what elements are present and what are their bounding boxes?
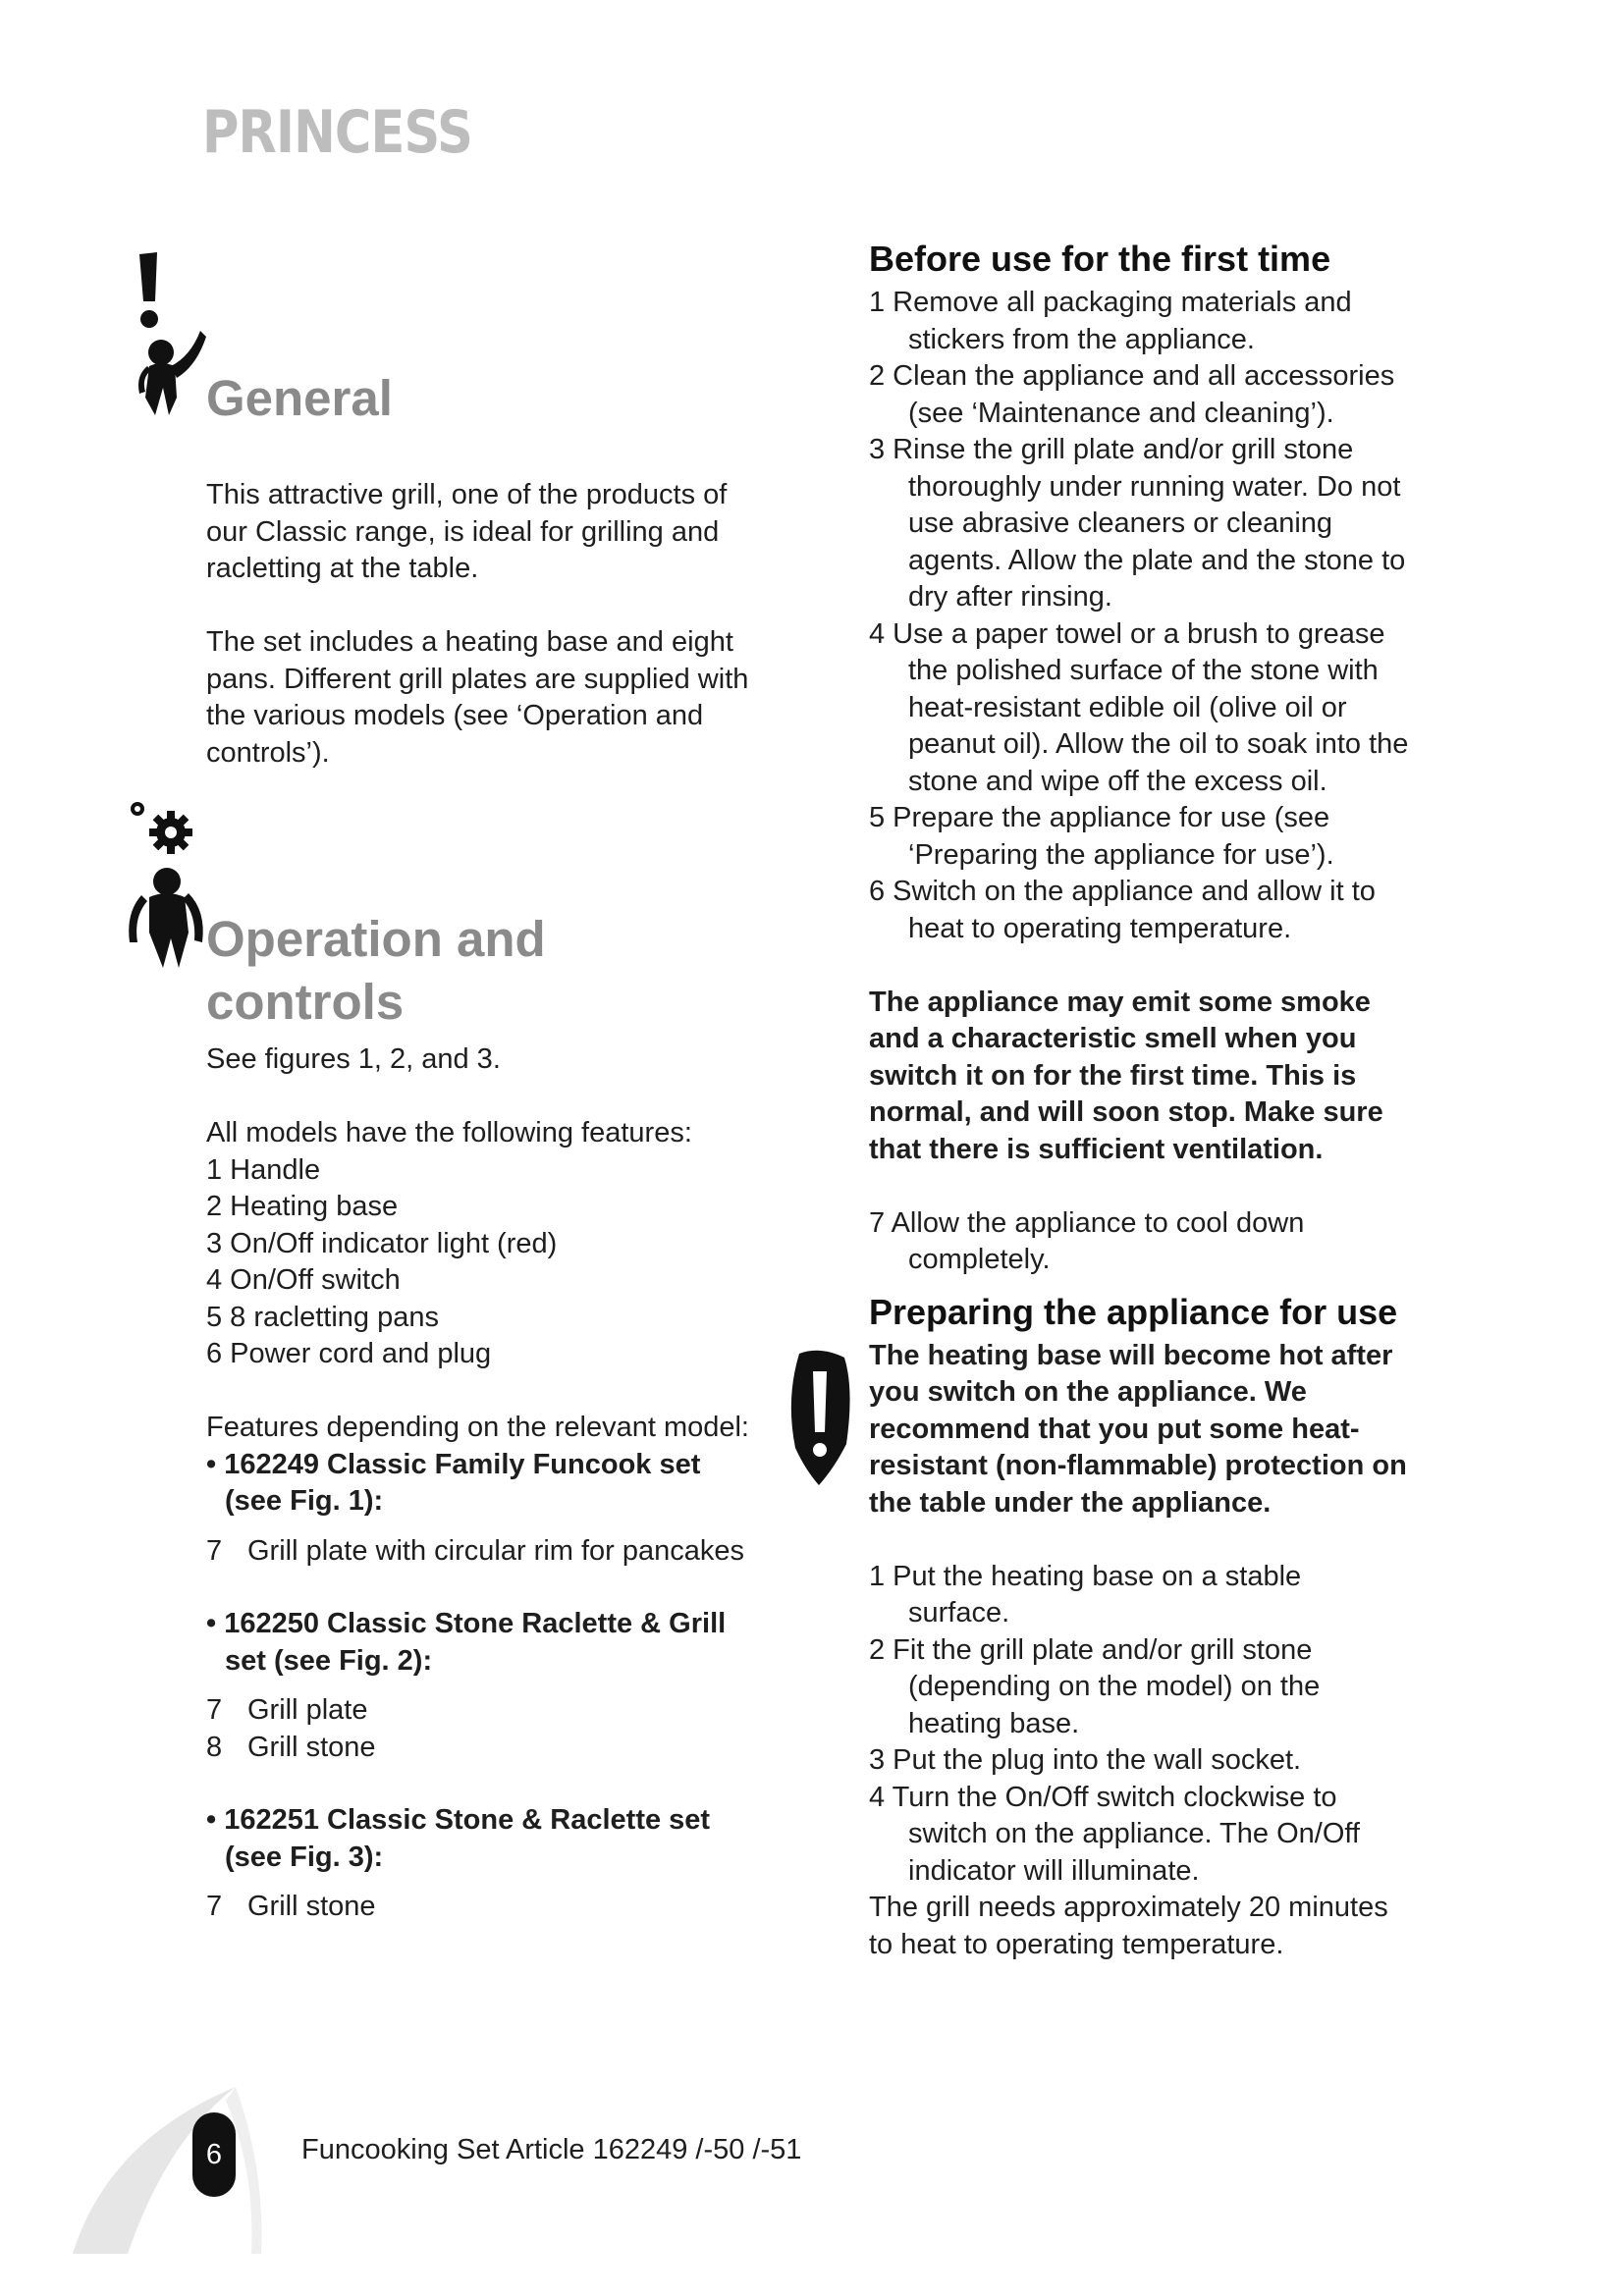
note-line: normal, and will soon stop. Make sure [869, 1096, 1383, 1128]
model-title: (see Fig. 3): [225, 1841, 384, 1873]
model-item-text: Grill stone [247, 1891, 376, 1922]
warning-line: you switch on the appliance. We [869, 1376, 1307, 1408]
step-line: 5 Prepare the appliance for use (see [869, 802, 1330, 833]
feature-item: 2 Heating base [206, 1191, 399, 1222]
model-item-text: Grill plate with circular rim for pancakes [247, 1534, 745, 1567]
step-line: dry after rinsing. [908, 581, 1112, 613]
right-column [869, 238, 1438, 1963]
model-item [206, 1730, 795, 1767]
warning-line: The heating base will become hot after [869, 1339, 1393, 1371]
model-title: • 162250 Classic Stone Raclette & Grill [206, 1608, 727, 1639]
general-text-line: controls’). [206, 736, 330, 769]
step-line: 1 Remove all packaging materials and [869, 287, 1352, 318]
step-line: (see ‘Maintenance and cleaning’). [908, 397, 1334, 429]
gear-figure-icon [128, 795, 206, 972]
step-line: 4 Turn the On/Off switch clockwise to [869, 1781, 1337, 1813]
page-number: 6 [192, 2112, 236, 2197]
depending-intro: Features depending on the relevant model: [206, 1412, 749, 1443]
exclamation-figure-icon [132, 250, 210, 417]
before-use-heading: Before use for the first time [869, 239, 1331, 279]
feature-item: 6 Power cord and plug [206, 1338, 492, 1369]
model-item-number: 7 [206, 1534, 223, 1567]
step-line: ‘Preparing the appliance for use’). [908, 838, 1334, 871]
warning-line: the table under the appliance. [869, 1486, 1272, 1519]
warning-line: resistant (non-flammable) protection on [869, 1450, 1407, 1481]
all-models-intro: All models have the following features: [206, 1117, 692, 1148]
warning-icon [785, 1350, 854, 1487]
operation-heading-line: Operation and [206, 911, 546, 967]
operation-section [206, 908, 795, 1926]
note-line: and a characteristic smell when you [869, 1023, 1357, 1054]
model-title: (see Fig. 1): [225, 1485, 384, 1517]
model-item [206, 1533, 795, 1571]
step-line: heating base. [908, 1707, 1080, 1739]
model-item-number: 8 [206, 1731, 223, 1763]
feature-item: 1 Handle [206, 1153, 321, 1186]
warning-line: recommend that you put some heat- [869, 1413, 1360, 1445]
model-item-text: Grill plate [247, 1694, 368, 1726]
step-line: 2 Fit the grill plate and/or grill stone [869, 1633, 1313, 1666]
feature-item: 4 On/Off switch [206, 1264, 401, 1296]
step-line: heat-resistant edible oil (olive oil or [908, 691, 1347, 723]
footer-text: Funcooking Set Article 162249 /-50 /-51 [301, 2134, 802, 2165]
closing-line: to heat to operating temperature. [869, 1928, 1284, 1960]
step-line: 4 Use a paper towel or a brush to grease [869, 617, 1385, 650]
model-item [206, 1889, 795, 1926]
see-figures: See figures 1, 2, and 3. [206, 1043, 501, 1075]
step-line: the polished surface of the stone with [908, 655, 1379, 686]
step-line: 2 Clean the appliance and all accessories [869, 360, 1395, 392]
model-item-number: 7 [206, 1891, 223, 1922]
model-item-number: 7 [206, 1694, 223, 1726]
model-title: set (see Fig. 2): [225, 1644, 433, 1677]
logo-text: PRINCESS [202, 98, 472, 167]
step-line: agents. Allow the plate and the stone to [908, 544, 1406, 576]
footer-swoosh-icon [69, 2081, 285, 2258]
step-line: switch on the appliance. The On/Off [908, 1818, 1360, 1849]
model-item [206, 1692, 795, 1730]
note-line: The appliance may emit some smoke [869, 986, 1371, 1018]
step-line: peanut oil). Allow the oil to soak into the [908, 728, 1409, 760]
general-text-line: racletting at the table. [206, 553, 479, 584]
step-line: use abrasive cleaners or cleaning [908, 507, 1333, 539]
step-line: 3 Rinse the grill plate and/or grill stone [869, 434, 1354, 465]
preparing-heading: Preparing the appliance for use [869, 1291, 1398, 1332]
note-line: that there is sufficient ventilation. [869, 1133, 1324, 1165]
left-column [206, 367, 795, 772]
general-text-line: This attractive grill, one of the products of [206, 479, 728, 510]
princess-logo [202, 98, 472, 167]
general-text-line: the various models (see ‘Operation and [206, 700, 704, 731]
step-line: heat to operating temperature. [908, 912, 1292, 944]
step-line: 3 Put the plug into the wall socket. [869, 1744, 1302, 1776]
general-text-line: pans. Different grill plates are supplied with [206, 663, 749, 695]
general-heading: General [206, 370, 393, 426]
general-text-line: The set includes a heating base and eight [206, 626, 733, 658]
operation-heading-line: controls [206, 974, 405, 1030]
general-text-line: our Classic range, is ideal for grilling and [206, 515, 720, 548]
model-title: • 162251 Classic Stone & Raclette set [206, 1804, 711, 1836]
step-line: (depending on the model) on the [908, 1671, 1321, 1702]
step-line: stone and wipe off the excess oil. [908, 765, 1327, 797]
step-line: thoroughly under running water. Do not [908, 470, 1401, 503]
step-line: stickers from the appliance. [908, 323, 1255, 355]
step-line: 6 Switch on the appliance and allow it to [869, 876, 1376, 907]
step-line: completely. [908, 1244, 1051, 1275]
closing-line: The grill needs approximately 20 minutes [869, 1892, 1388, 1923]
model-item-text: Grill stone [247, 1731, 376, 1763]
step-line: 1 Put the heating base on a stable [869, 1560, 1302, 1592]
model-title: • 162249 Classic Family Funcook set [206, 1448, 701, 1480]
feature-item: 3 On/Off indicator light (red) [206, 1227, 558, 1259]
step-line: surface. [908, 1597, 1010, 1629]
note-line: switch it on for the first time. This is [869, 1059, 1357, 1092]
feature-item: 5 8 racletting pans [206, 1301, 439, 1333]
step-line: indicator will illuminate. [908, 1854, 1200, 1887]
step-line: 7 Allow the appliance to cool down [869, 1206, 1305, 1239]
